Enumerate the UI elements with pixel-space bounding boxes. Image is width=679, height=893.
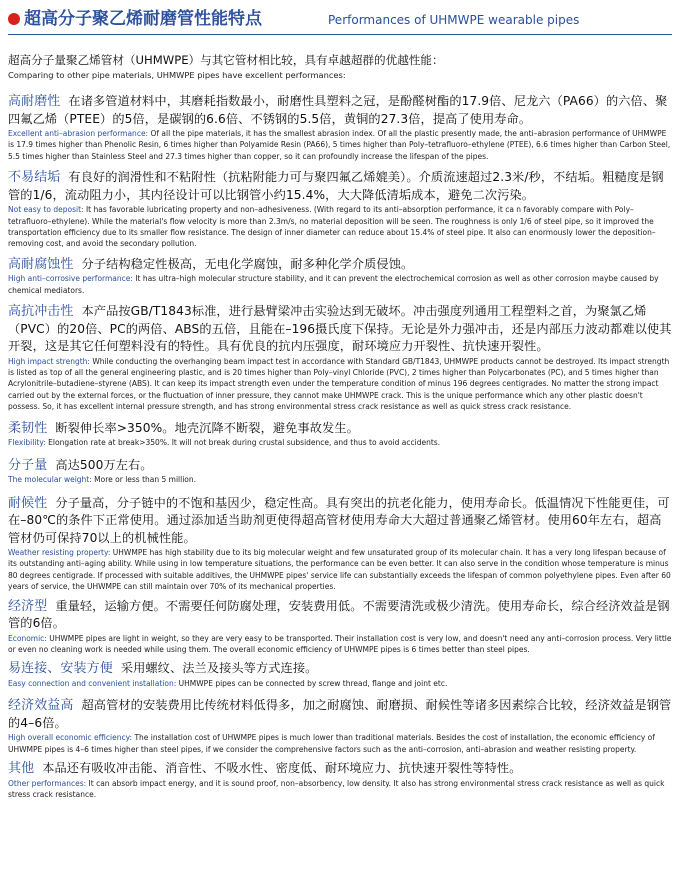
- section-label-cn: 经济效益高: [8, 698, 74, 714]
- section-text-cn: 高达500万左右。: [55, 457, 153, 472]
- section-text-cn: 本品还有吸收冲击能、消音性、不吸水性、密度低、耐环境应力、抗快速开裂性等特性。: [42, 761, 522, 776]
- section-label-en: Weather resisting property:: [8, 548, 111, 557]
- section-label-en: Flexibility:: [8, 438, 46, 448]
- section-label-cn: 高耐磨性: [8, 94, 61, 109]
- page-title-en: Performances of UHMWPE wearable pipes: [328, 13, 580, 27]
- section-label-en: High overall economic efficiency:: [8, 733, 133, 743]
- section-other: [8, 760, 672, 800]
- section-label-cn: 不易结垢: [8, 170, 61, 186]
- section-label-en: Economic:: [8, 633, 47, 643]
- section-text-cn: 采用螺纹、法兰及接头等方式连接。: [120, 661, 318, 676]
- section-label-cn: 易连接、安装方便: [8, 661, 113, 677]
- section-text-en: It can absorb impact energy, and it is sound proof, non–absorbency, low density. It also has strong environmental stress crack resistance as well as quick stress crack resistance.: [8, 778, 665, 800]
- section-text-cn: 超高管材的安装费用比传统材料低得多，加之耐腐蚀、耐磨损、耐候性等诸多因素综合比较，经济效益是钢管的4–6倍。: [8, 698, 672, 730]
- section-text-en: Of all the pipe materials, it has the smallest abrasion index. Of all the plastic presently made, the anti–abrasion performance of UHMWPE is 17.9 times higher than Phenolic Resin, 6 times higher than Polyamide Resin (PA66), 5 times higher than Poly–tetrafluoro–ethylene (PTEE), 6.6 times higher than Carbon Steel, 5.5 times higher than Stainless Steel and 27.3 times higher than copper, so it can profoundly increase the lifespan of the pipes.: [8, 129, 671, 161]
- section-impact: [8, 303, 672, 413]
- section-text-cn: 在诸多管道材料中，其磨耗指数最小，耐磨性具塑料之冠，是酚醛树酯的17.9倍、尼龙六（PA66）的六倍、聚四氟乙烯（PTEE）的5倍，是碳钢的6.6倍、不锈钢的5.5倍，黄铜的27.3倍，提高了使用寿命。: [8, 94, 668, 126]
- section-text-en: Elongation rate at break>350%. It will not break during crustal subsidence, and thus to avoid accidents.: [48, 438, 441, 448]
- section-text-en: While conducting the overhanging beam impact test in accordance with Standard GB/T1843, UHMWPE products cannot be destroyed. Its impact strength is listed as top of all the general engineering plastic, and is 20 times higher than Poly–vinyl Chloride (PVC), 2 times higher than Polycarbonates (PC), and 5 times higher than Acrylonitrile–butadiene–styrene (ABS). It can keep its impact strength even under the temperature condition of minus 196 degrees centigrades. No matter the strong impact carried out by the external forces, or the fluctuation of inner pressure, they cannot make UHMWPE crack. This is the unique performance which any other plastic doesn't possess. So, it has excellent internal pressure strength, and has strong environmental stress crack resistance as well as quick stress crack resistance.: [8, 356, 670, 412]
- section-text-cn: 重量轻，运输方便。不需要任何防腐处理，安装费用低。不需要清洗或极少清洗。使用寿命长，综合经济效益是钢管的6倍。: [8, 598, 670, 631]
- section-text-en: It has ultra–high molecular structure stability, and it can prevent the electrochemical corrosion as well as other corrosion maybe caused by chemical mediators.: [8, 274, 659, 295]
- section-label-en: High anti–corrosive performance:: [8, 274, 133, 284]
- header-divider: [8, 34, 672, 35]
- section-label-cn: 经济型: [8, 598, 48, 614]
- section-label-en: Not easy to deposit:: [8, 205, 84, 215]
- section-label-cn: 高抗冲击性: [8, 304, 74, 320]
- section-text-en: More or less than 5 million.: [94, 475, 197, 485]
- document-body: [8, 52, 672, 800]
- section-abrasion: [8, 93, 672, 162]
- section-connection: [8, 660, 672, 689]
- section-weather: [8, 495, 672, 593]
- section-label-cn: 柔韧性: [8, 420, 48, 436]
- section-flexibility: [8, 420, 672, 449]
- section-text-en: It has favorable lubricating property and non–adhesiveness. (With regard to its anti–absorption performance, it ca n favorably compare with Poly–tetrafluoro–ethylene). While the material's flow velocity is more than 2.3m/s, no material deposition will be seen. The roughness is only 1/6 of steel pipe, so it improved the transportation efficiency due to its smaller flow resistance. The design of inner diameter can reduce about 15.4% of steel pipe. It also can enormously lower the deposition–removing cost, and avoid the secondary pollution.: [8, 205, 656, 249]
- section-text-cn: 分子量高，分子链中的不饱和基因少，稳定性高。具有突出的抗老化能力，使用寿命长。低温情况下性能更佳，可在–80℃的条件下正常使用。通过添加适当助剂更使得超高管材使用寿命大大超过普通聚乙烯管材。使用60年左右，超高管材仍可保持70以上的机械性能。: [8, 495, 670, 545]
- section-text-en: UHMWPE pipes can be connected by screw thread, flange and joint etc.: [178, 678, 448, 688]
- section-label-en: The molecular weight:: [8, 475, 92, 485]
- section-text-en: UHWMPE has high stability due to its big molecular weight and few unsaturated group of its molecular chain. It has a very long lifespan because of its outstanding anti–aging ability. While using in low temperature situations, the performance can be even better. It can also serve in the condition whose temperature is minus 80 degrees centigrade. If processed with suitable additives, the UHMWPE pipes' service life can substantially exceeds the lifespan of common polyethylene pipes. Even after 60 years of service, the UHWMPE can still maintain over 70% of its mechanical properties.: [8, 548, 671, 592]
- intro-en: Comparing to other pipe materials, UHMWPE pipes have excellent performances:: [8, 70, 346, 80]
- section-label-en: Other performances:: [8, 778, 87, 788]
- section-label-en: Easy connection and convenient installation:: [8, 678, 177, 688]
- section-text-en: The installation cost of UHWMPE pipes is much lower than traditional materials. Besides the cost of installation, the economic efficiency of UHWMPE pipes is 4–6 times higher than steel pipes, if we consider the comprehensive factors such as the anti–corrosion, anti–abrasion and weather resisting property.: [8, 733, 655, 754]
- red-bullet-icon: [8, 13, 20, 25]
- section-text-cn: 断裂伸长率>350%。地壳沉降不断裂，避免事故发生。: [55, 420, 359, 435]
- page-title-cn: 超高分子聚乙烯耐磨管性能特点: [24, 9, 262, 29]
- section-text-en: UHWMPE pipes are light in weight, so they are very easy to be transported. Their installation cost is very low, and doesn't need any anti–corrosion process. Very little or even no cleaning work is needed while using them. The overall economic efficiency of UHWMPE pipes is 6 times better than steel pipes.: [8, 633, 672, 655]
- section-efficiency: [8, 697, 672, 755]
- section-label-cn: 分子量: [8, 457, 48, 473]
- section-label-cn: 耐候性: [8, 495, 48, 511]
- section-label-cn: 高耐腐蚀性: [8, 256, 74, 272]
- section-label-en: Excellent anti–abrasion performance:: [8, 129, 149, 138]
- section-economic: [8, 598, 672, 656]
- section-text-cn: 本产品按GB/T1843标准，进行悬臂梁冲击实验达到无破坏。冲击强度列通用工程塑料之首，为聚氯乙烯（PVC）的20倍、PC的两倍、ABS的五倍，且能在–196摄氏度下保持。无论是外力强冲击，还是内部压力波动都难以使其开裂，这是其它任何塑料没有的特性。具有优良的抗内压强度，耐环境应力开裂性、抗快速开裂性。: [8, 304, 672, 354]
- section-label-cn: 其他: [8, 761, 35, 777]
- section-label-en: High impact strength:: [8, 356, 90, 366]
- section-text-cn: 分子结构稳定性极高，无电化学腐蚀，耐多种化学介质侵蚀。: [81, 256, 414, 271]
- section-deposit: [8, 169, 672, 250]
- section-corrosion: [8, 256, 672, 296]
- section-text-cn: 有良好的润滑性和不粘附性（抗粘附能力可与聚四氟乙烯媲美）。介质流速超过2.3米/秒，不结垢。粗糙度是钢管的1/6，流动阻力小，其内径设计可以比钢管小约15.4%，大大降低清垢成本，避免二次污染。: [8, 170, 664, 202]
- section-molecular-weight: [8, 457, 672, 486]
- page-header: [8, 8, 678, 30]
- intro-cn: 超高分子量聚乙烯管材（UHMWPE）与其它管材相比较，具有卓越超群的优越性能：: [8, 53, 444, 67]
